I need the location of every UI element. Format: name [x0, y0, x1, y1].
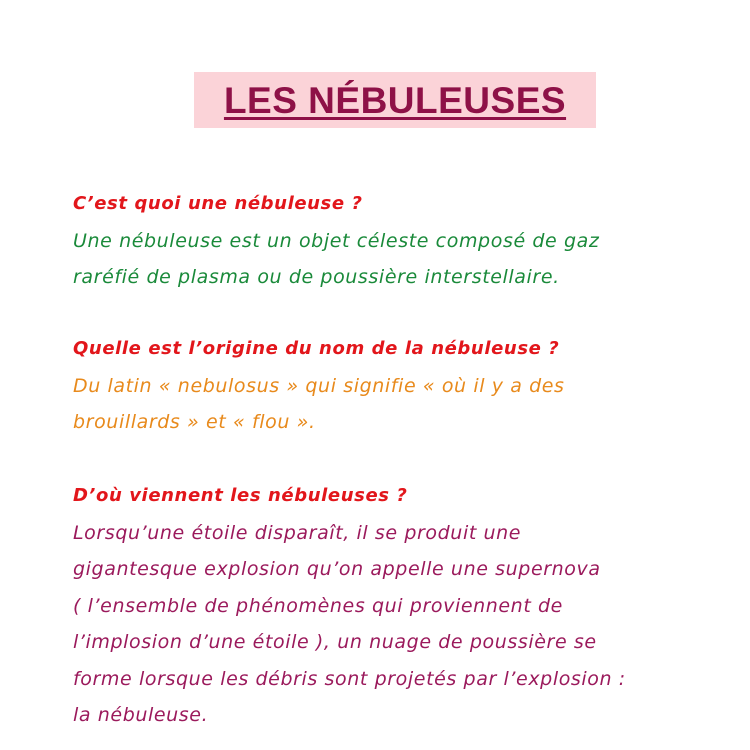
page-title: LES NÉBULEUSES	[223, 79, 567, 121]
answer-line: gigantesque explosion qu’on appelle une supernova	[73, 558, 601, 580]
answer-line: Une nébuleuse est un objet céleste composé de gaz	[73, 229, 600, 252]
section-definition	[73, 186, 713, 296]
answer-line: forme lorsque les débris sont projetés par l’explosion :	[73, 667, 626, 690]
answer-line: brouillards » et « flou ».	[73, 411, 316, 433]
answer-line: ( l’ensemble de phénomènes qui proviennent de	[73, 594, 563, 617]
answer-line: raréfié de plasma ou de poussière interstellaire.	[73, 266, 560, 288]
title-banner	[194, 72, 596, 128]
section-origin	[73, 331, 713, 441]
section-question: Quelle est l’origine du nom de la nébuleuse ?	[73, 338, 560, 359]
section-formation	[73, 478, 713, 734]
answer-line: Du latin « nebulosus » qui signifie « où il y a des	[73, 374, 565, 397]
section-question: C’est quoi une nébuleuse ?	[73, 193, 363, 214]
answer-line: l’implosion d’une étoile ), un nuage de poussière se	[73, 631, 597, 653]
section-question: D’où viennent les nébuleuses ?	[73, 485, 408, 506]
answer-line: la nébuleuse.	[73, 704, 209, 726]
answer-line: Lorsqu’une étoile disparaît, il se produit une	[73, 521, 522, 544]
